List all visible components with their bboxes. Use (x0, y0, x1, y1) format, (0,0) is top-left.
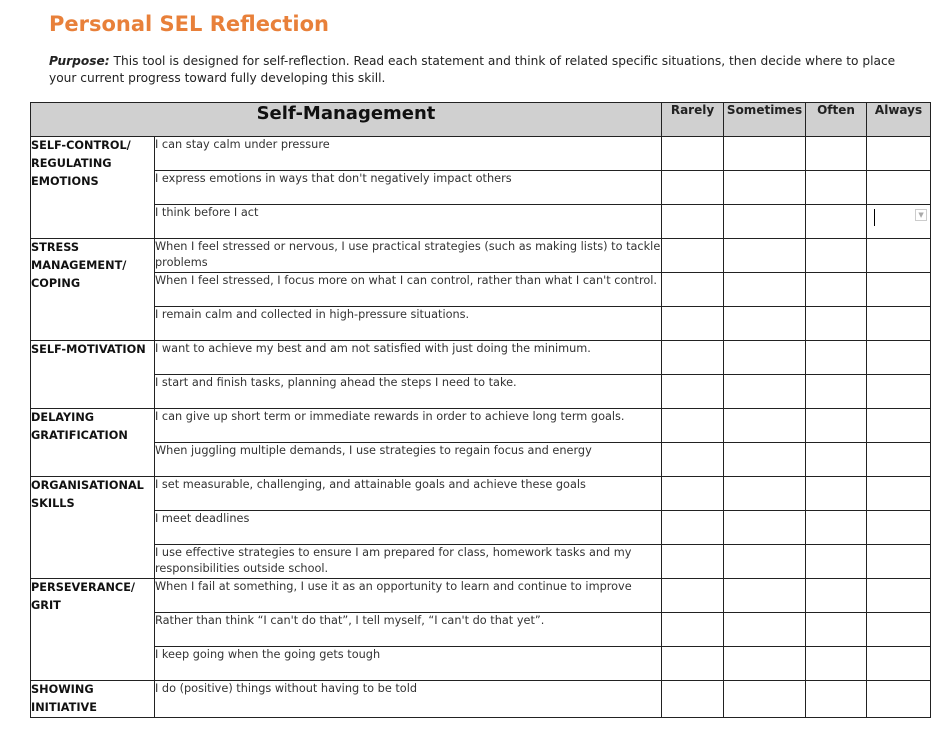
statement-text: I do (positive) things without having to be told (155, 681, 662, 718)
rating-cell-always[interactable] (867, 681, 931, 718)
rating-cell-often[interactable] (806, 477, 867, 511)
rating-cell-always[interactable] (867, 443, 931, 477)
table-row (31, 579, 931, 613)
rating-cell-rarely[interactable] (662, 137, 724, 171)
rating-cell-rarely[interactable] (662, 171, 724, 205)
rating-cell-sometimes[interactable] (724, 307, 806, 341)
rating-cell-rarely[interactable] (662, 409, 724, 443)
rating-cell-rarely[interactable] (662, 443, 724, 477)
table-row (31, 511, 931, 545)
rating-cell-rarely[interactable] (662, 273, 724, 307)
rating-cell-rarely[interactable] (662, 341, 724, 375)
rating-cell-often[interactable] (806, 205, 867, 239)
rating-cell-often[interactable] (806, 171, 867, 205)
table-row (31, 307, 931, 341)
statement-text: I set measurable, challenging, and attainable goals and achieve these goals (155, 477, 662, 511)
self-management-table (30, 102, 931, 718)
purpose-label: Purpose: (49, 54, 110, 68)
rating-cell-always[interactable] (867, 239, 931, 273)
statement-text: When I feel stressed, I focus more on what I can control, rather than what I can't control. (155, 273, 662, 307)
rating-cell-sometimes[interactable] (724, 477, 806, 511)
table-row (31, 239, 931, 273)
rating-cell-often[interactable] (806, 681, 867, 718)
rating-cell-always[interactable] (867, 307, 931, 341)
rating-cell-sometimes[interactable] (724, 273, 806, 307)
category-label: DELAYING GRATIFICATION (31, 409, 155, 477)
rating-cell-rarely[interactable] (662, 681, 724, 718)
rating-cell-always[interactable] (867, 205, 931, 239)
statement-text: I use effective strategies to ensure I am prepared for class, homework tasks and my responsibilities outside school. (155, 545, 662, 579)
statement-text: I meet deadlines (155, 511, 662, 545)
rating-cell-always[interactable] (867, 613, 931, 647)
table-row (31, 273, 931, 307)
table-row (31, 409, 931, 443)
rating-cell-sometimes[interactable] (724, 375, 806, 409)
column-header-rarely: Rarely (662, 103, 724, 137)
table-row (31, 375, 931, 409)
rating-cell-often[interactable] (806, 613, 867, 647)
rating-cell-sometimes[interactable] (724, 545, 806, 579)
rating-cell-always[interactable] (867, 273, 931, 307)
chevron-down-icon[interactable]: ▼ (915, 209, 927, 221)
rating-cell-rarely[interactable] (662, 477, 724, 511)
statement-text: I think before I act (155, 205, 662, 239)
rating-cell-often[interactable] (806, 545, 867, 579)
statement-text: I can stay calm under pressure (155, 137, 662, 171)
table-row (31, 137, 931, 171)
rating-cell-always[interactable] (867, 375, 931, 409)
statement-text: When I feel stressed or nervous, I use practical strategies (such as making lists) to tackle problems (155, 239, 662, 273)
statement-text: I keep going when the going gets tough (155, 647, 662, 681)
table-row (31, 613, 931, 647)
category-label: SELF-CONTROL/ REGULATING EMOTIONS (31, 137, 155, 239)
table-heading: Self-Management (31, 103, 662, 137)
statement-text: When I fail at something, I use it as an opportunity to learn and continue to improve (155, 579, 662, 613)
rating-cell-always[interactable] (867, 545, 931, 579)
rating-cell-always[interactable] (867, 579, 931, 613)
column-header-always: Always (867, 103, 931, 137)
statement-text: Rather than think “I can't do that”, I tell myself, “I can't do that yet”. (155, 613, 662, 647)
category-label: SELF-MOTIVATION (31, 341, 155, 409)
page-title: Personal SEL Reflection (49, 12, 329, 36)
purpose-paragraph (49, 53, 919, 87)
category-label: PERSEVERANCE/ GRIT (31, 579, 155, 681)
rating-cell-often[interactable] (806, 273, 867, 307)
category-label: SHOWING INITIATIVE (31, 681, 155, 718)
statement-text: I can give up short term or immediate rewards in order to achieve long term goals. (155, 409, 662, 443)
rating-cell-rarely[interactable] (662, 613, 724, 647)
category-label: STRESS MANAGEMENT/ COPING (31, 239, 155, 341)
table-row (31, 171, 931, 205)
rating-cell-rarely[interactable] (662, 647, 724, 681)
rating-cell-sometimes[interactable] (724, 443, 806, 477)
rating-cell-always[interactable] (867, 477, 931, 511)
rating-cell-sometimes[interactable] (724, 579, 806, 613)
rating-cell-often[interactable] (806, 239, 867, 273)
rating-cell-always[interactable] (867, 647, 931, 681)
rating-cell-always[interactable] (867, 137, 931, 171)
table-row (31, 647, 931, 681)
rating-cell-rarely[interactable] (662, 307, 724, 341)
rating-cell-sometimes[interactable] (724, 613, 806, 647)
statement-text: When juggling multiple demands, I use strategies to regain focus and energy (155, 443, 662, 477)
rating-cell-often[interactable] (806, 511, 867, 545)
rating-cell-sometimes[interactable] (724, 171, 806, 205)
rating-cell-always[interactable] (867, 341, 931, 375)
rating-cell-rarely[interactable] (662, 511, 724, 545)
rating-cell-sometimes[interactable] (724, 511, 806, 545)
rating-cell-sometimes[interactable] (724, 341, 806, 375)
table-row (31, 341, 931, 375)
rating-cell-always[interactable] (867, 171, 931, 205)
table-row (31, 477, 931, 511)
text-cursor (874, 209, 875, 226)
rating-cell-often[interactable] (806, 443, 867, 477)
column-header-sometimes: Sometimes (724, 103, 806, 137)
table-row (31, 545, 931, 579)
rating-cell-rarely[interactable] (662, 579, 724, 613)
statement-text: I start and finish tasks, planning ahead the steps I need to take. (155, 375, 662, 409)
table-row (31, 443, 931, 477)
table-row (31, 681, 931, 718)
rating-cell-often[interactable] (806, 307, 867, 341)
column-header-often: Often (806, 103, 867, 137)
statement-text: I remain calm and collected in high-pressure situations. (155, 307, 662, 341)
rating-cell-sometimes[interactable] (724, 205, 806, 239)
rating-cell-rarely[interactable] (662, 205, 724, 239)
rating-cell-always[interactable] (867, 511, 931, 545)
statement-text: I want to achieve my best and am not satisfied with just doing the minimum. (155, 341, 662, 375)
purpose-text: This tool is designed for self-reflection. Read each statement and think of related specific situations, then decide where to place your current progress toward fully developing this skill. (49, 54, 896, 85)
rating-cell-sometimes[interactable] (724, 681, 806, 718)
rating-cell-rarely[interactable] (662, 239, 724, 273)
rating-cell-sometimes[interactable] (724, 137, 806, 171)
category-label: ORGANISATIONAL SKILLS (31, 477, 155, 579)
rating-cell-often[interactable] (806, 375, 867, 409)
rating-cell-often[interactable] (806, 647, 867, 681)
rating-cell-sometimes[interactable] (724, 239, 806, 273)
rating-cell-sometimes[interactable] (724, 409, 806, 443)
rating-cell-sometimes[interactable] (724, 647, 806, 681)
rating-cell-rarely[interactable] (662, 375, 724, 409)
rating-cell-often[interactable] (806, 137, 867, 171)
rating-cell-often[interactable] (806, 409, 867, 443)
rating-cell-often[interactable] (806, 341, 867, 375)
table-body (31, 137, 931, 718)
rating-cell-rarely[interactable] (662, 545, 724, 579)
table-row (31, 205, 931, 239)
statement-text: I express emotions in ways that don't negatively impact others (155, 171, 662, 205)
rating-cell-always[interactable] (867, 409, 931, 443)
rating-cell-often[interactable] (806, 579, 867, 613)
